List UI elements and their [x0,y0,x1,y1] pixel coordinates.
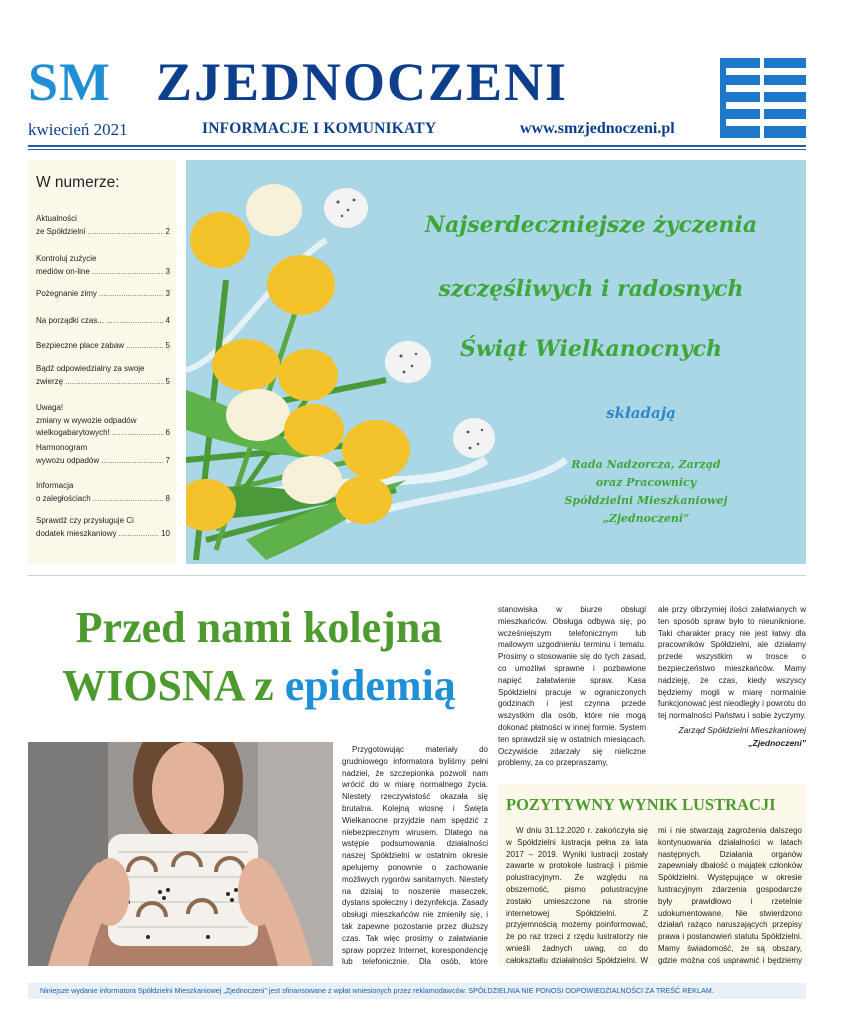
toc-item-title: Na porządki czas... [36,316,105,325]
toc-leader-dots [92,266,164,279]
masthead-subline [28,118,818,142]
toc-page-number: 7 [165,455,170,465]
brand-name: ZJEDNOCZENI [156,52,569,112]
toc-title: W numerze: [36,174,120,191]
toc-item[interactable] [36,442,170,467]
lustracja-column-2 [658,825,802,965]
article-signoff-line-1: Zarząd Spółdzielni Mieszkaniowej [678,725,806,735]
article-col2-text: stanowiska w biurze obsługi mieszkańców. Obsługa odbywa się, po wcześniejszym telefonicznym lub mailowym uzgodnieniu terminu i tematu. Prosimy o stosowanie się do tych zasad, co umożliwi sprawne i pozbawione napięć załatwienie spraw. Kasa Spółdzielni pracuje w ograniczonych godzinach i jest czynna przede wszystkim dla osób, które nie mogą dokonać płatności w innej formie. System ten sprawdził się w ostatnich miesiącach. Oczywiście zdarzały się nieliczne problemy, za co przepraszamy, [498,605,646,768]
woman-holding-mask-image [28,742,333,966]
toc-item-label: Aktualności [36,214,77,223]
lustracja-column-1 [506,825,648,965]
toc-page-number: 8 [165,493,170,503]
toc-item-label: Kontroluj zużycie [36,254,97,263]
brand-prefix: SM [28,52,111,112]
toc-page-number: 4 [165,316,170,325]
toc-item[interactable] [36,402,170,440]
sender-line-4: „Zjednoczeni” [602,512,690,525]
table-of-contents [28,160,176,564]
toc-item-title: Pożegnanie zimy [36,289,97,298]
article-signoff-line-2: „Zjednoczeni” [748,738,806,748]
toc-leader-dots [101,455,163,468]
greeting-line-1: Najserdeczniejsze życzenia [424,212,758,238]
sender-line-1: Rada Nadzorcza, Zarząd [571,458,721,471]
toc-page-number: 10 [161,528,170,538]
toc-item-title: Bezpieczne place zabaw [36,341,125,350]
sender-line-3: Spółdzielni Mieszkaniowej [564,494,728,507]
toc-item-title: o zaległościach [36,493,91,503]
headline-accent: epidemią [284,661,456,710]
toc-item-title: ze Spółdzielni [36,226,86,236]
toc-item-label: Bądź odpowiedzialny za swoje [36,364,145,373]
toc-page-number: 3 [165,266,170,276]
header-rule [28,145,806,147]
toc-leader-dots [87,226,163,239]
toc-item-label: Harmonogram [36,443,88,452]
toc-page-number: 5 [165,341,170,350]
article-headline-line-1: Przed nami kolejna [75,603,443,652]
toc-page-number: 2 [165,226,170,236]
greeting-line-2: szczęśliwych i radosnych [438,276,744,302]
article-column-1 [342,744,488,968]
issue-date: kwiecień 2021 [28,120,128,139]
toc-page-number: 6 [165,428,170,437]
website-link[interactable]: www.smzjednoczeni.pl [520,120,675,137]
toc-item-title: zwierzę [36,376,64,386]
toc-leader-dots [93,493,164,506]
toc-item[interactable] [36,213,170,238]
toc-leader-dots [126,340,163,353]
article-col3-text: ale przy olbrzymiej ilości załatwianych w ten sposób spraw było to nieuniknione. Taki charakter pracy nie jest łatwy dla pracowników Spółdzielni, ale działamy przede wszystkim w trosce o bezpieczeństwo mieszkańców. Mamy nadzieję, że czas, kiedy wszyscy będziemy mogli w miarę normalnie funkcjonować jest nieodległy i powrotu do tej normalności Państwu i sobie życzymy. [658,605,806,721]
headline-main: WIOSNA z [62,661,285,710]
toc-item-label: Informacja [36,481,74,490]
toc-leader-dots [118,528,159,541]
lustracja-col1-text: W dniu 31.12.2020 r. zakończyła się w Spółdzielni lustracja pełna za lata 2017 – 2019. Wyniki lustracji zostały zawarte w protokole lustracji i piśmie polustracyjnym. Ze względu na obszerność, pismo polustracyjne zostało umieszczone na stronie internetowej Spółdzielni. Z przyjemnością możemy poinformować, że po raz trzeci z rzędu lustratorzy nie wnieśli żadnych uwag, co do całokształtu działalności Spółdzielni. W [506,826,648,965]
masthead [28,52,818,112]
greeting-line-3: Świąt Wielkanocnych [459,336,723,362]
toc-item-title: mediów on-line [36,266,90,276]
lustracja-col2-text: mi i nie stwarzają zagrożenia dalszego kontynuowania działalności w latach następnych. Działania organów zapewniały dbałość o majątek członków Spółdzielni. Występujące w okresie lustracyjnym zdarzenia gospodarcze były prawidłowo i rzetelnie udokumentowane. Nie stwierdzono działań rażąco naruszających przepisy prawa i postanowień statutu Spółdzielni. Mamy świadomość, że są obszary, gdzie można coś usprawnić i będziemy [658,826,802,965]
article-col1-text: Przygotowując materiały do grudniowego informatora byliśmy pełni nadziei, że szczepionka pozwoli nam wrócić do w miarę normalnego życia. Niestety rzeczywistość okazała się brutalna. Kolejną wiosnę i Święta Wielkanocne przyjdzie nam spędzić z niebezpiecznym wirusem. Dlatego na wstępie podsumowania działalności naszej Spółdzielni w ostatnim okresie apelujemy ponownie o zachowanie możliwych rygorów sanitarnych. Niestety na dzisiaj to noszenie maseczek, dystans społeczny i dezynfekcja. Zasady obsługi mieszkańców nie zmieniły się, i tak zapewne pozostanie przez dłuższy czas. Tak więc prosimy o załatwianie spraw poprzez Internet, korespondencję lub telefonicznie. Dla osób, które [342,745,488,967]
toc-item-title: wywozu odpadów [36,455,100,465]
sender-line-2: oraz Pracownicy [595,476,697,489]
toc-page-number: 5 [165,376,170,386]
toc-item[interactable] [36,363,170,388]
toc-item[interactable] [36,288,170,301]
section-title: INFORMACJE I KOMUNIKATY [202,120,437,137]
toc-leader-dots [112,427,164,440]
toc-item[interactable] [36,253,170,278]
toc-leader-dots [106,315,164,328]
toc-item-label: Sprawdź czy przysługuje Ci [36,516,134,525]
sign-word: składają [606,404,676,422]
toc-item[interactable] [36,340,170,353]
lustracja-title: POZYTYWNY WYNIK LUSTRACJI [506,795,776,814]
toc-item-label: Uwaga! [36,403,64,412]
article-headline-line-2 [28,660,490,712]
section-divider [28,575,806,576]
easter-banner [186,160,806,564]
mask-photo [28,742,333,966]
article-column-2 [498,604,646,782]
toc-item[interactable] [36,480,170,505]
toc-leader-dots [65,376,163,389]
toc-item[interactable] [36,315,170,328]
article-column-3 [658,604,806,724]
toc-item-label: zmiany w wywozie odpadów [36,415,137,425]
toc-item-title: wielkogabarytowych! [36,428,110,437]
header-rule-thin [28,149,806,150]
toc-page-number: 3 [165,289,170,298]
toc-item[interactable] [36,515,170,540]
footer-disclaimer: Niniejsze wydanie informatora Spółdzielni Mieszkaniowej „Zjednoczeni” jest sfinansowane z wpłat wniesionych przez reklamodawców. SPÓŁDZIELNIA NIE PONOSI ODPOWIEDZIALNOŚCI ZA TREŚĆ REKLAM. [28,983,806,999]
toc-item-title: dodatek mieszkaniowy [36,528,117,538]
toc-leader-dots [99,288,164,301]
